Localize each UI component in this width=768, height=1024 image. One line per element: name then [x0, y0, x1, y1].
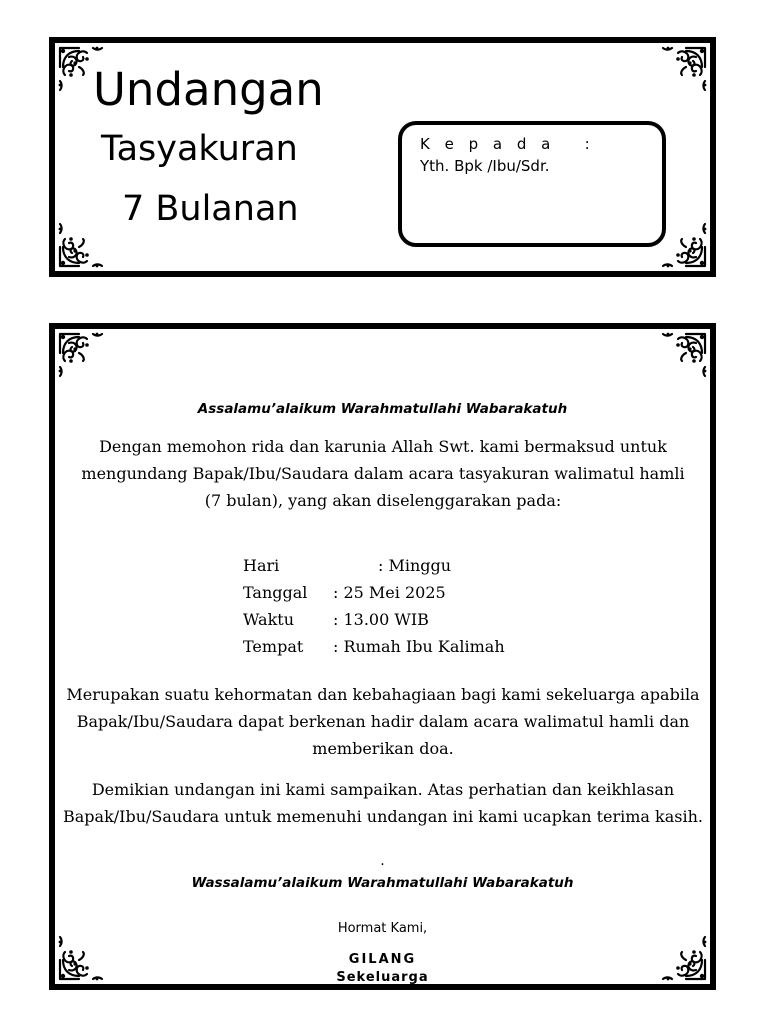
detail-label-place: Tempat	[243, 637, 304, 656]
closing-greeting: Wassalamu’alaikum Warahmatullahi Wabarakatuh	[191, 875, 574, 891]
detail-label-date: Tanggal	[243, 583, 308, 602]
separator-dot: .	[380, 853, 385, 869]
opening-greeting: Assalamu’alaikum Warahmatullahi Wabarakatuh	[197, 401, 568, 417]
regards-text: Hormat Kami,	[337, 921, 428, 936]
thanks-paragraph: Demikian undangan ini kami sampaikan. Atas perhatian dan keikhlasan Bapak/Ibu/Saudara untuk memenuhi undangan ini kami ucapkan terima kasih.	[63, 780, 703, 826]
letter-card	[49, 323, 716, 990]
closing-paragraph: Merupakan suatu kehormatan dan kebahagiaan bagi kami sekeluarga apabila Bapak/Ibu/Saudara dapat berkenan hadir dalam acara walimatul hamli dan memberikan doa.	[66, 685, 700, 758]
cover-subtitle: Tasyakuran	[101, 129, 298, 169]
corner-ornament-icon	[57, 221, 105, 269]
detail-value-place: : Rumah Ibu Kalimah	[333, 637, 505, 656]
detail-value-day: : Minggu	[378, 556, 452, 575]
corner-ornament-icon	[660, 221, 708, 269]
signer-family: Sekeluarga	[336, 970, 429, 985]
signer-name: GILANG	[348, 952, 417, 967]
cover-title: Undangan	[93, 63, 324, 116]
detail-value-date: : 25 Mei 2025	[333, 583, 446, 602]
corner-ornament-icon	[660, 45, 708, 93]
intro-text-2: (7 bulan), yang akan diselenggarakan pada:	[204, 491, 562, 510]
intro-text: Dengan memohon rida dan karunia Allah Swt. kami bermaksud untuk mengundang Bapak/Ibu/Saudara dalam acara tasyakuran walimatul hamli	[81, 437, 685, 483]
address-to-label: K e p a d a :	[420, 135, 595, 153]
detail-label-day: Hari	[243, 556, 280, 575]
corner-ornament-icon	[57, 331, 105, 379]
address-box	[398, 121, 666, 247]
address-salutation: Yth. Bpk /Ibu/Sdr.	[420, 157, 550, 175]
corner-ornament-icon	[660, 331, 708, 379]
detail-label-time: Waktu	[243, 610, 295, 629]
cover-card	[49, 37, 716, 277]
intro-paragraph	[63, 433, 703, 514]
cover-subtitle-2: 7 Bulanan	[122, 189, 299, 229]
detail-value-time: : 13.00 WIB	[333, 610, 429, 629]
